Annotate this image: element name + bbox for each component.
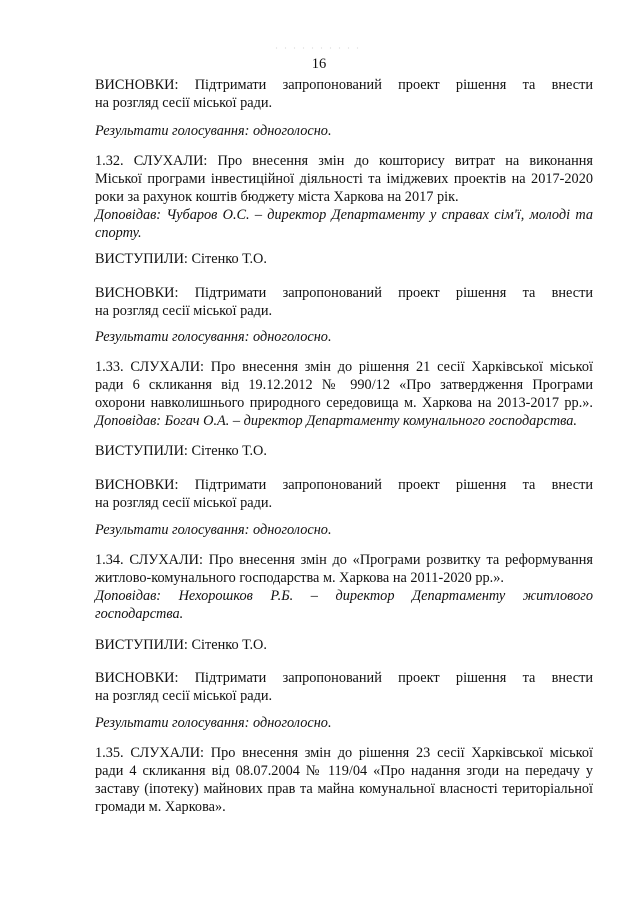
voting-result-text: Результати голосування: одноголосно.	[95, 522, 332, 538]
voting-result-text: Результати голосування: одноголосно.	[95, 329, 332, 345]
heard-line: заставу (іпотеку) майнових прав та майна комунальної власності територіальної	[95, 781, 593, 797]
voting-result	[95, 122, 593, 140]
heard-line: роки за рахунок коштів бюджету міста Харкова на 2017 рік.	[95, 189, 459, 205]
agenda-item-1-32	[95, 152, 593, 242]
speakers-block	[95, 442, 593, 460]
voting-result	[95, 328, 593, 346]
heard-line: охорони навколишнього природного середовища м. Харкова на 2013-2017 рр.».	[95, 395, 593, 411]
heard-line: ради 6 скликання від 19.12.2012 № 990/12 «Про затвердження Програми	[95, 377, 593, 393]
agenda-item-1-35	[95, 744, 593, 816]
conclusions-line: ВИСНОВКИ: Підтримати запропонований проект рішення та внести	[95, 285, 593, 301]
conclusions-block	[95, 476, 593, 512]
heard-line: 1.34. СЛУХАЛИ: Про внесення змін до «Програми розвитку та реформування	[95, 552, 593, 568]
heard-line: 1.35. СЛУХАЛИ: Про внесення змін до рішення 23 сесії Харківської міської	[95, 745, 593, 761]
page-number: 16	[311, 56, 327, 72]
heard-line: Міської програми інвестиційної діяльності та іміджевих проектів на 2017-2020	[95, 171, 593, 187]
conclusions-block	[95, 669, 593, 705]
heard-line: громади м. Харкова».	[95, 799, 226, 815]
conclusions-block	[95, 284, 593, 320]
speakers-block	[95, 636, 593, 654]
conclusions-line: на розгляд сесії міської ради.	[95, 303, 273, 319]
conclusions-line: на розгляд сесії міської ради.	[95, 495, 273, 511]
agenda-item-1-34	[95, 551, 593, 623]
conclusions-line: на розгляд сесії міської ради.	[95, 95, 273, 111]
speakers-block	[95, 250, 593, 268]
voting-result	[95, 714, 593, 732]
reporter-line: спорту.	[95, 225, 142, 241]
voting-result	[95, 521, 593, 539]
reporter-line: господарства.	[95, 606, 184, 622]
heard-line: житлово-комунального господарства м. Харкова на 2011-2020 рр.».	[95, 570, 504, 586]
conclusions-line: на розгляд сесії міської ради.	[95, 688, 273, 704]
heard-line: 1.32. СЛУХАЛИ: Про внесення змін до кошторису витрат на виконання	[95, 153, 593, 169]
heard-line: ради 4 скликання від 08.07.2004 № 119/04 «Про надання згоди на передачу у	[95, 763, 593, 779]
speakers-text: ВИСТУПИЛИ: Сітенко Т.О.	[95, 251, 267, 267]
reporter-line: Доповідав: Нехорошков Р.Б. – директор Департаменту житлового	[95, 588, 593, 604]
heard-line: 1.33. СЛУХАЛИ: Про внесення змін до рішення 21 сесії Харківської міської	[95, 359, 593, 375]
conclusions-line: ВИСНОВКИ: Підтримати запропонований проект рішення та внести	[95, 477, 593, 493]
reporter-line: Доповідав: Чубаров О.С. – директор Департаменту у справах сім'ї, молоді та	[95, 207, 593, 223]
reporter-line: Доповідав: Богач О.А. – директор Департаменту комунального господарства.	[95, 413, 577, 429]
conclusions-line: ВИСНОВКИ: Підтримати запропонований проект рішення та внести	[95, 77, 593, 93]
speakers-text: ВИСТУПИЛИ: Сітенко Т.О.	[95, 443, 267, 459]
voting-result-text: Результати голосування: одноголосно.	[95, 715, 332, 731]
scan-artifact	[272, 46, 362, 50]
voting-result-text: Результати голосування: одноголосно.	[95, 123, 332, 139]
speakers-text: ВИСТУПИЛИ: Сітенко Т.О.	[95, 637, 267, 653]
agenda-item-1-33	[95, 358, 593, 430]
conclusions-block	[95, 76, 593, 112]
conclusions-line: ВИСНОВКИ: Підтримати запропонований проект рішення та внести	[95, 670, 593, 686]
